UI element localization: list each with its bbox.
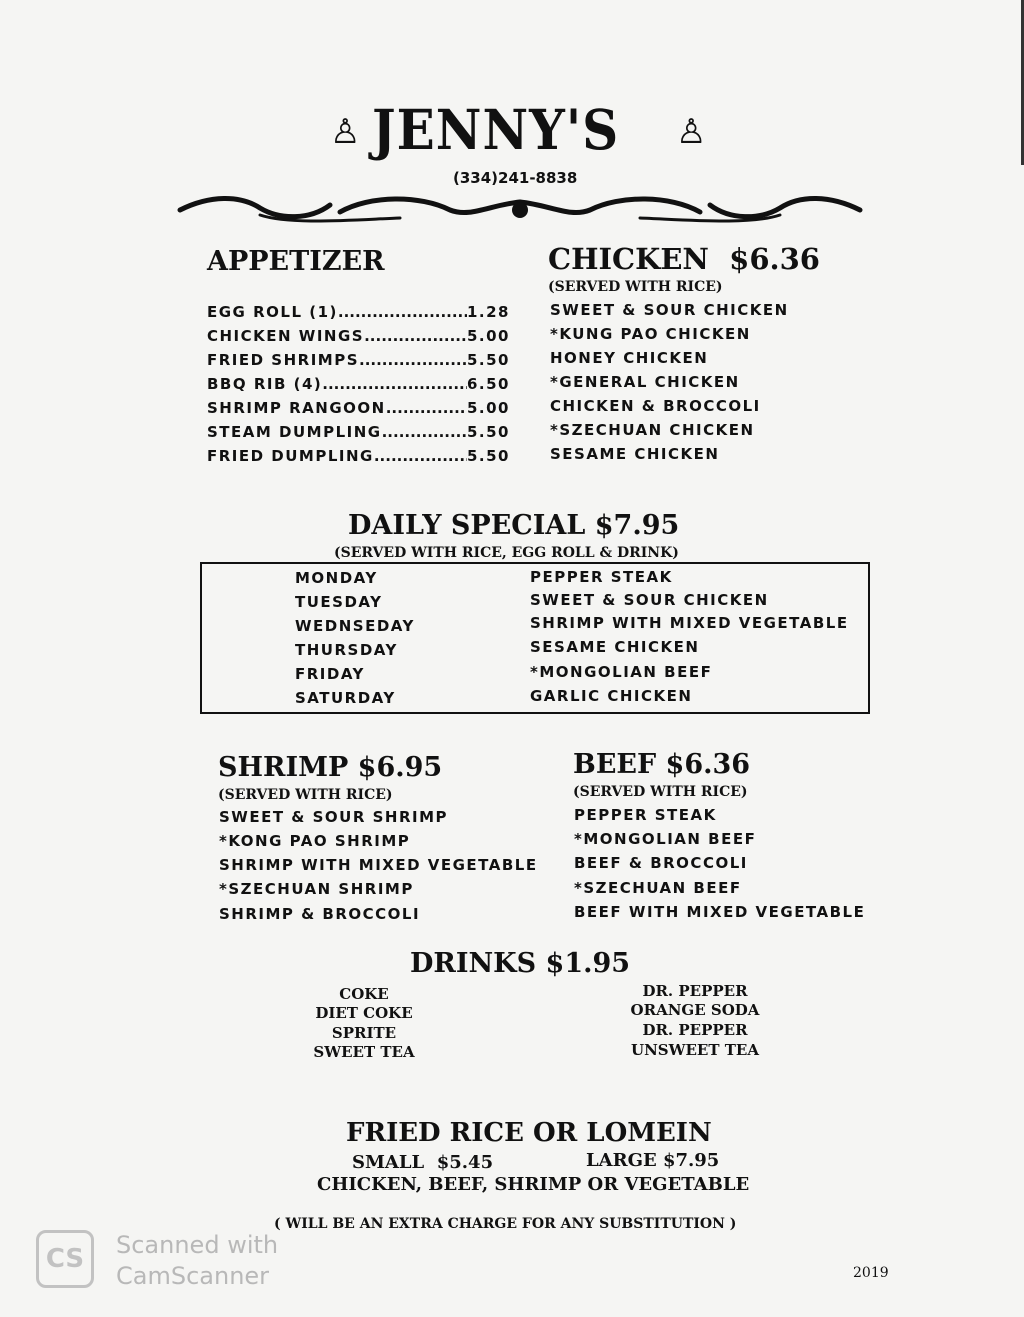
item-name: EGG ROLL (1) — [207, 303, 338, 321]
day-label: WEDNSEDAY — [295, 617, 415, 635]
list-item — [207, 447, 510, 465]
list-item — [207, 303, 510, 321]
year: 2019 — [853, 1265, 889, 1281]
chef-icon-left: ♙ — [330, 114, 361, 151]
list-item: PEPPER STEAK — [574, 806, 717, 824]
dot-leader — [382, 423, 467, 441]
list-item: BEEF WITH MIXED VEGETABLE — [574, 903, 866, 921]
drink-item: SPRITE — [331, 1024, 397, 1042]
list-item: SWEET & SOUR SHRIMP — [219, 808, 449, 826]
list-item: SWEET & SOUR CHICKEN — [550, 301, 789, 319]
list-item: *MONGOLIAN BEEF — [574, 830, 757, 848]
shrimp-heading: SHRIMP $6.95 — [218, 752, 443, 783]
list-item: *KUNG PAO CHICKEN — [550, 325, 751, 343]
drink-item: UNSWEET TEA — [631, 1041, 759, 1059]
day-dish: SESAME CHICKEN — [530, 638, 700, 656]
chef-icon-right: ♙ — [676, 114, 707, 151]
item-price: 6.50 — [466, 375, 510, 393]
item-price: 5.00 — [466, 327, 510, 345]
phone-number: (334)241-8838 — [453, 169, 578, 187]
list-item: SHRIMP WITH MIXED VEGETABLE — [219, 856, 538, 874]
substitution-note: ( WILL BE AN EXTRA CHARGE FOR ANY SUBSTITUTION ) — [274, 1216, 737, 1232]
list-item: SHRIMP & BROCCOLI — [219, 905, 421, 923]
dot-leader — [364, 327, 467, 345]
item-name: BBQ RIB (4) — [207, 375, 323, 393]
watermark-line2: CamScanner — [116, 1262, 270, 1290]
fried-rice-heading: FRIED RICE OR LOMEIN — [346, 1118, 712, 1148]
item-price: 5.50 — [466, 423, 510, 441]
day-label: TUESDAY — [295, 593, 383, 611]
list-item: *GENERAL CHICKEN — [550, 373, 740, 391]
item-name: CHICKEN WINGS — [207, 327, 365, 345]
day-label: THURSDAY — [295, 641, 398, 659]
drink-item: SWEET TEA — [313, 1043, 415, 1061]
list-item — [207, 327, 510, 345]
drink-item: COKE — [339, 985, 389, 1003]
dot-leader — [386, 399, 467, 417]
list-item — [207, 351, 510, 369]
chicken-note: (SERVED WITH RICE) — [548, 279, 723, 295]
ornament-divider — [170, 190, 870, 226]
restaurant-name: JENNY'S — [372, 97, 620, 162]
list-item: *KONG PAO SHRIMP — [219, 832, 411, 850]
item-price: 1.28 — [466, 303, 510, 321]
list-item: HONEY CHICKEN — [550, 349, 709, 367]
camscanner-logo: CS — [36, 1230, 94, 1288]
shrimp-note: (SERVED WITH RICE) — [218, 787, 393, 803]
item-name: FRIED DUMPLING — [207, 447, 374, 465]
item-name: FRIED SHRIMPS — [207, 351, 360, 369]
list-item: *SZECHUAN SHRIMP — [219, 880, 414, 898]
list-item: *SZECHUAN BEEF — [574, 879, 742, 897]
dot-leader — [338, 303, 467, 321]
drinks-heading: DRINKS $1.95 — [410, 948, 631, 979]
item-price: 5.00 — [466, 399, 510, 417]
chicken-heading: CHICKEN $6.36 — [548, 242, 820, 276]
day-dish: *MONGOLIAN BEEF — [530, 663, 713, 681]
day-dish: GARLIC CHICKEN — [530, 687, 693, 705]
day-label: FRIDAY — [295, 665, 365, 683]
day-label: MONDAY — [295, 569, 378, 587]
beef-note: (SERVED WITH RICE) — [573, 784, 748, 800]
list-item: CHICKEN & BROCCOLI — [550, 397, 761, 415]
dot-leader — [359, 351, 467, 369]
item-name: SHRIMP RANGOON — [207, 399, 386, 417]
dot-leader — [322, 375, 467, 393]
list-item: SESAME CHICKEN — [550, 445, 720, 463]
list-item: *SZECHUAN CHICKEN — [550, 421, 755, 439]
list-item — [207, 375, 510, 393]
day-dish: SHRIMP WITH MIXED VEGETABLE — [530, 614, 849, 632]
daily-special-heading: DAILY SPECIAL $7.95 — [348, 510, 680, 541]
drink-item: DR. PEPPER — [642, 982, 748, 1000]
fried-rice-options: CHICKEN, BEEF, SHRIMP OR VEGETABLE — [317, 1174, 750, 1195]
item-price: 5.50 — [466, 351, 510, 369]
day-dish: SWEET & SOUR CHICKEN — [530, 591, 769, 609]
watermark-line1: Scanned with — [116, 1231, 279, 1259]
day-label: SATURDAY — [295, 689, 396, 707]
beef-heading: BEEF $6.36 — [573, 749, 751, 780]
small-price: SMALL $5.45 — [352, 1152, 494, 1173]
item-name: STEAM DUMPLING — [207, 423, 382, 441]
list-item: BEEF & BROCCOLI — [574, 854, 748, 872]
item-price: 5.50 — [466, 447, 510, 465]
list-item — [207, 399, 510, 417]
daily-special-note: (SERVED WITH RICE, EGG ROLL & DRINK) — [334, 545, 679, 561]
day-dish: PEPPER STEAK — [530, 568, 673, 586]
appetizer-heading: APPETIZER — [207, 246, 385, 277]
drink-item: DIET COKE — [315, 1004, 413, 1022]
drink-item: DR. PEPPER — [642, 1021, 748, 1039]
large-price: LARGE $7.95 — [586, 1150, 720, 1171]
list-item — [207, 423, 510, 441]
dot-leader — [374, 447, 467, 465]
drink-item: ORANGE SODA — [630, 1001, 760, 1019]
